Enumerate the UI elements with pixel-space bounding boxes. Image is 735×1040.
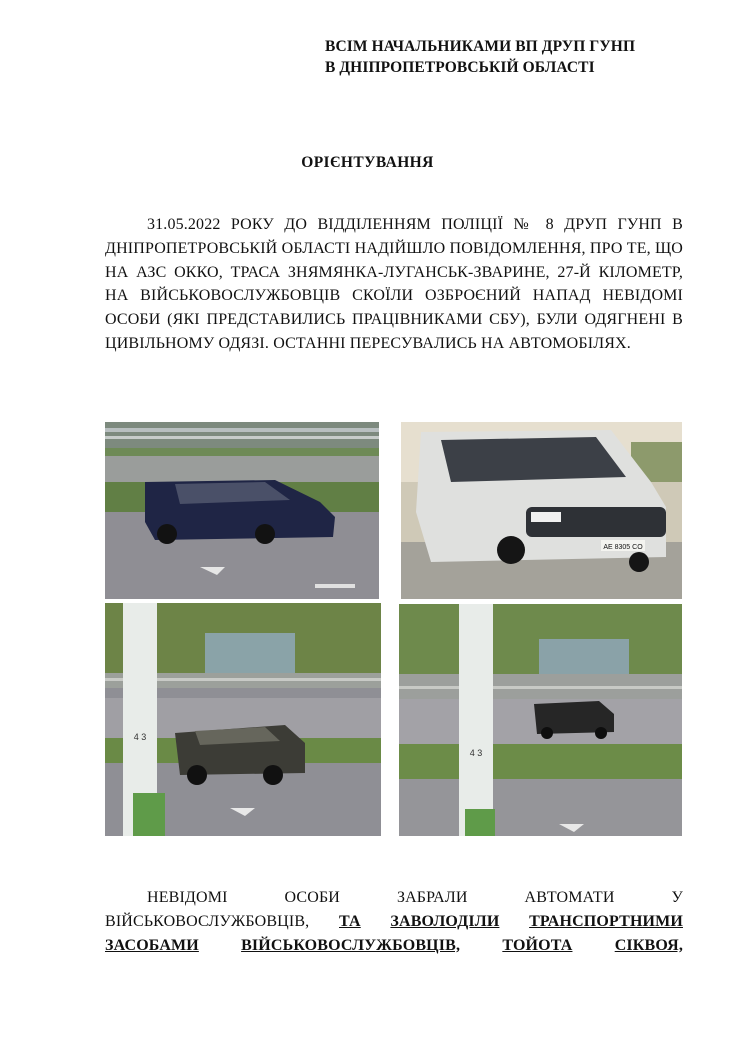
van-license-plate: AE 8305 CO — [603, 544, 643, 551]
paragraph-vehicles-line-2 — [105, 910, 683, 934]
addressee-line-1: ВСІМ НАЧАЛЬНИКАМИ ВП ДРУП ГУНП — [325, 38, 636, 55]
photo-suv-near-pillar — [105, 603, 381, 836]
paragraph-vehicles-line-1 — [105, 886, 683, 910]
underlined-word: ТОЙОТА — [502, 936, 573, 954]
addressee-line-2: В ДНІПРОПЕТРОВСЬКІЙ ОБЛАСТІ — [325, 59, 595, 76]
document-title: ОРІЄНТУВАННЯ — [301, 154, 434, 171]
paragraph-incident: 31.05.2022 РОКУ ДО ВІДДІЛЕННЯМ ПОЛІЦІЇ № 8 ДРУП ГУНП В ДНІПРОПЕТРОВСЬКІЙ ОБЛАСТІ НАДІЙШЛО ПОВІДОМЛЕННЯ, ПРО ТЕ, ЩО НА АЗС ОККО, ТРАСА ЗНЯМЯНКА-ЛУГАНСЬК-ЗВАРИНЕ, 27-Й КІЛОМЕТР, НА ВІЙСЬКОВОСЛУЖБОВЦІВ СКОЇЛИ ОЗБРОЄНИЙ НАПАД НЕВІДОМІ ОСОБИ (ЯКІ ПРЕДСТАВИЛИСЬ ПРАЦІВНИКАМИ СБУ), БУЛИ ОДЯГНЕНІ В ЦИВІЛЬНОМУ ОДЯЗІ. ОСТАННІ ПЕРЕСУВАЛИСЬ НА АВТОМОБІЛЯХ. — [105, 216, 683, 352]
underlined-word: ЗАВОЛОДІЛИ — [390, 912, 500, 930]
paragraph-vehicles — [105, 886, 683, 957]
underlined-word: ЗАСОБАМИ — [105, 936, 199, 954]
photo-suv-on-road — [399, 604, 682, 836]
word: У — [671, 889, 683, 906]
word: АВТОМАТИ — [524, 889, 615, 906]
paragraph-vehicles-line-3 — [105, 934, 683, 958]
underlined-word: СІКВОЯ, — [614, 936, 683, 954]
pillar-number-right: 4 3 — [469, 748, 483, 758]
word: ВІЙСЬКОВОСЛУЖБОВЦІВ, — [105, 912, 310, 930]
word: ЗАБРАЛИ — [396, 889, 468, 906]
underlined-word: ВІЙСЬКОВОСЛУЖБОВЦІВ, — [241, 936, 461, 954]
pillar-number-left: 4 3 — [133, 732, 147, 742]
addressee-block — [325, 36, 705, 78]
word: ОСОБИ — [284, 889, 340, 906]
underlined-word: ТА — [339, 912, 361, 930]
photo-minivan — [105, 422, 379, 599]
photo-van — [401, 422, 682, 599]
underlined-word: ТРАНСПОРТНИМИ — [529, 912, 683, 930]
word: НЕВІДОМІ — [147, 889, 228, 906]
